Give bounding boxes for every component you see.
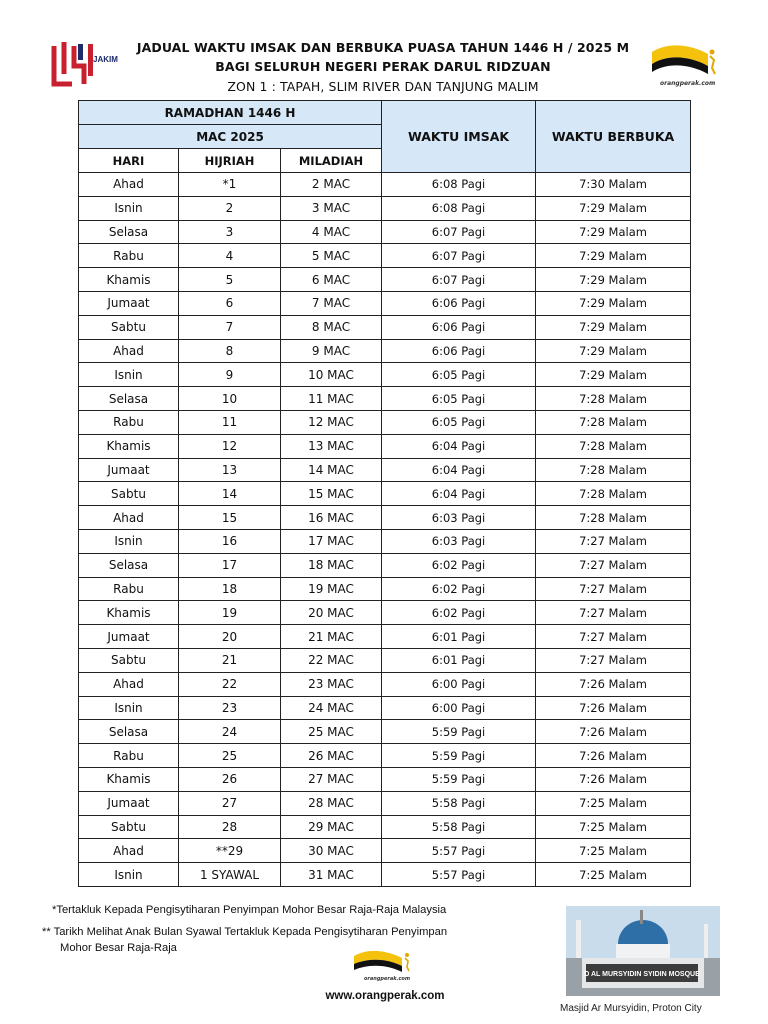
- berbuka-cell: 7:26 Malam: [536, 744, 691, 768]
- table-row: [79, 315, 691, 339]
- hijriah-cell: **29: [179, 839, 281, 863]
- miladiah-cell: 27 MAC: [281, 767, 382, 791]
- hari-header: HARI: [79, 149, 179, 173]
- miladiah-cell: 6 MAC: [281, 268, 382, 292]
- table-row: [79, 863, 691, 887]
- month-header: MAC 2025: [79, 125, 382, 149]
- berbuka-cell: 7:29 Malam: [536, 268, 691, 292]
- imsak-cell: 5:58 Pagi: [382, 791, 536, 815]
- berbuka-cell: 7:26 Malam: [536, 696, 691, 720]
- table-row: [79, 196, 691, 220]
- berbuka-cell: 7:29 Malam: [536, 363, 691, 387]
- berbuka-cell: 7:26 Malam: [536, 767, 691, 791]
- miladiah-cell: 9 MAC: [281, 339, 382, 363]
- table-row: [79, 458, 691, 482]
- imsak-cell: 6:04 Pagi: [382, 458, 536, 482]
- day-cell: Rabu: [79, 744, 179, 768]
- hijriah-cell: 16: [179, 529, 281, 553]
- miladiah-cell: 24 MAC: [281, 696, 382, 720]
- berbuka-cell: 7:25 Malam: [536, 791, 691, 815]
- berbuka-cell: 7:27 Malam: [536, 553, 691, 577]
- berbuka-cell: 7:26 Malam: [536, 672, 691, 696]
- day-cell: Ahad: [79, 839, 179, 863]
- day-cell: Sabtu: [79, 815, 179, 839]
- table-row: [79, 410, 691, 434]
- day-cell: Isnin: [79, 696, 179, 720]
- hijriah-cell: 25: [179, 744, 281, 768]
- day-cell: Jumaat: [79, 791, 179, 815]
- imsak-cell: 6:01 Pagi: [382, 648, 536, 672]
- hijriah-cell: 13: [179, 458, 281, 482]
- day-cell: Jumaat: [79, 625, 179, 649]
- hijriah-cell: 7: [179, 315, 281, 339]
- day-cell: Isnin: [79, 863, 179, 887]
- day-cell: Khamis: [79, 434, 179, 458]
- berbuka-cell: 7:28 Malam: [536, 458, 691, 482]
- table-row: [79, 387, 691, 411]
- miladiah-cell: 5 MAC: [281, 244, 382, 268]
- imsak-cell: 6:00 Pagi: [382, 696, 536, 720]
- hijriah-cell: 20: [179, 625, 281, 649]
- day-cell: Khamis: [79, 268, 179, 292]
- day-cell: Sabtu: [79, 648, 179, 672]
- table-row: [79, 744, 691, 768]
- miladiah-cell: 19 MAC: [281, 577, 382, 601]
- imsak-cell: 6:06 Pagi: [382, 291, 536, 315]
- hijriah-cell: 28: [179, 815, 281, 839]
- day-cell: Ahad: [79, 506, 179, 530]
- jakim-logo-label: JAKIM: [93, 55, 118, 64]
- imsak-cell: 6:01 Pagi: [382, 625, 536, 649]
- hijriah-cell: 18: [179, 577, 281, 601]
- table-row: [79, 506, 691, 530]
- miladiah-cell: 10 MAC: [281, 363, 382, 387]
- miladiah-cell: 21 MAC: [281, 625, 382, 649]
- miladiah-cell: 11 MAC: [281, 387, 382, 411]
- table-row: [79, 648, 691, 672]
- berbuka-cell: 7:29 Malam: [536, 291, 691, 315]
- day-cell: Sabtu: [79, 315, 179, 339]
- imsak-cell: 6:07 Pagi: [382, 268, 536, 292]
- miladiah-cell: 25 MAC: [281, 720, 382, 744]
- hijriah-cell: 27: [179, 791, 281, 815]
- miladiah-cell: 30 MAC: [281, 839, 382, 863]
- miladiah-cell: 18 MAC: [281, 553, 382, 577]
- hijriah-cell: 22: [179, 672, 281, 696]
- table-row: [79, 244, 691, 268]
- hijriah-cell: 11: [179, 410, 281, 434]
- miladiah-cell: 14 MAC: [281, 458, 382, 482]
- imsak-cell: 6:05 Pagi: [382, 410, 536, 434]
- imsak-cell: 6:06 Pagi: [382, 315, 536, 339]
- hijriah-cell: 23: [179, 696, 281, 720]
- miladiah-cell: 17 MAC: [281, 529, 382, 553]
- day-cell: Ahad: [79, 672, 179, 696]
- imsak-cell: 5:59 Pagi: [382, 767, 536, 791]
- imsak-cell: 6:04 Pagi: [382, 482, 536, 506]
- footnote-2: ** Tarikh Melihat Anak Bulan Syawal Tertakluk Kepada Pengisytiharan Penyimpan: [42, 926, 448, 938]
- miladiah-cell: 3 MAC: [281, 196, 382, 220]
- imsak-cell: 6:05 Pagi: [382, 363, 536, 387]
- mosque-caption: Masjid Ar Mursyidin, Proton City: [560, 1003, 702, 1014]
- miladiah-cell: 26 MAC: [281, 744, 382, 768]
- hijriah-cell: 5: [179, 268, 281, 292]
- hijriah-cell: 1 SYAWAL: [179, 863, 281, 887]
- imsak-cell: 5:57 Pagi: [382, 863, 536, 887]
- miladiah-cell: 29 MAC: [281, 815, 382, 839]
- hijriah-cell: 8: [179, 339, 281, 363]
- hijriah-cell: 3: [179, 220, 281, 244]
- day-cell: Ahad: [79, 339, 179, 363]
- miladiah-cell: 16 MAC: [281, 506, 382, 530]
- table-row: [79, 839, 691, 863]
- orangperak-footer-logo-label: orangperak.com: [364, 976, 411, 982]
- miladiah-cell: 28 MAC: [281, 791, 382, 815]
- day-cell: Rabu: [79, 410, 179, 434]
- berbuka-cell: 7:28 Malam: [536, 410, 691, 434]
- imsak-cell: 5:59 Pagi: [382, 744, 536, 768]
- berbuka-cell: 7:25 Malam: [536, 839, 691, 863]
- imsak-cell: 6:04 Pagi: [382, 434, 536, 458]
- footnote-1: *Tertakluk Kepada Pengisytiharan Penyimpan Mohor Besar Raja-Raja Malaysia: [52, 904, 447, 916]
- page-subtitle: BAGI SELURUH NEGERI PERAK DARUL RIDZUAN: [215, 59, 551, 74]
- miladiah-cell: 4 MAC: [281, 220, 382, 244]
- berbuka-header: WAKTU BERBUKA: [536, 101, 691, 173]
- table-row: [79, 553, 691, 577]
- miladiah-cell: 7 MAC: [281, 291, 382, 315]
- table-row: [79, 268, 691, 292]
- berbuka-cell: 7:29 Malam: [536, 339, 691, 363]
- berbuka-cell: 7:29 Malam: [536, 244, 691, 268]
- berbuka-cell: 7:28 Malam: [536, 434, 691, 458]
- hijriah-cell: 24: [179, 720, 281, 744]
- ramadhan-header: RAMADHAN 1446 H: [79, 101, 382, 125]
- imsak-cell: 6:02 Pagi: [382, 553, 536, 577]
- berbuka-cell: 7:29 Malam: [536, 196, 691, 220]
- imsak-cell: 6:03 Pagi: [382, 529, 536, 553]
- table-row: [79, 291, 691, 315]
- table-row: [79, 791, 691, 815]
- imsak-cell: 6:08 Pagi: [382, 173, 536, 197]
- miladiah-cell: 12 MAC: [281, 410, 382, 434]
- hijriah-cell: 19: [179, 601, 281, 625]
- zone-label: ZON 1 : TAPAH, SLIM RIVER DAN TANJUNG MALIM: [227, 79, 539, 94]
- hijriah-cell: 14: [179, 482, 281, 506]
- table-row: [79, 672, 691, 696]
- berbuka-cell: 7:25 Malam: [536, 863, 691, 887]
- miladiah-cell: 8 MAC: [281, 315, 382, 339]
- table-row: [79, 815, 691, 839]
- hijriah-cell: 17: [179, 553, 281, 577]
- miladiah-header: MILADIAH: [281, 149, 382, 173]
- table-row: [79, 339, 691, 363]
- imsak-cell: 6:07 Pagi: [382, 220, 536, 244]
- miladiah-cell: 31 MAC: [281, 863, 382, 887]
- table-row: [79, 577, 691, 601]
- day-cell: Isnin: [79, 529, 179, 553]
- day-cell: Rabu: [79, 577, 179, 601]
- page-title: JADUAL WAKTU IMSAK DAN BERBUKA PUASA TAHUN 1446 H / 2025 M: [136, 40, 630, 55]
- miladiah-cell: 20 MAC: [281, 601, 382, 625]
- hijriah-cell: 9: [179, 363, 281, 387]
- table-row: [79, 720, 691, 744]
- berbuka-cell: 7:26 Malam: [536, 720, 691, 744]
- imsak-cell: 6:02 Pagi: [382, 601, 536, 625]
- berbuka-cell: 7:27 Malam: [536, 648, 691, 672]
- day-cell: Khamis: [79, 767, 179, 791]
- table-row: [79, 625, 691, 649]
- table-row: [79, 434, 691, 458]
- berbuka-cell: 7:29 Malam: [536, 315, 691, 339]
- table-row: [79, 696, 691, 720]
- hijriah-cell: 6: [179, 291, 281, 315]
- hijriah-cell: 2: [179, 196, 281, 220]
- hijriah-cell: 4: [179, 244, 281, 268]
- mosque-sign: D AL MURSYIDIN SYIDIN MOSQUE: [584, 971, 700, 978]
- hijriah-cell: 15: [179, 506, 281, 530]
- miladiah-cell: 22 MAC: [281, 648, 382, 672]
- hijriah-header: HIJRIAH: [179, 149, 281, 173]
- miladiah-cell: 15 MAC: [281, 482, 382, 506]
- hijriah-cell: 21: [179, 648, 281, 672]
- hijriah-cell: 12: [179, 434, 281, 458]
- hijriah-cell: *1: [179, 173, 281, 197]
- imsak-cell: 5:59 Pagi: [382, 720, 536, 744]
- jakim-logo: [50, 40, 120, 90]
- imsak-cell: 5:57 Pagi: [382, 839, 536, 863]
- day-cell: Selasa: [79, 220, 179, 244]
- hijriah-cell: 10: [179, 387, 281, 411]
- imsak-header: WAKTU IMSAK: [382, 101, 536, 173]
- table-row: [79, 363, 691, 387]
- mosque-photo: [566, 900, 720, 996]
- berbuka-cell: 7:27 Malam: [536, 529, 691, 553]
- berbuka-cell: 7:28 Malam: [536, 506, 691, 530]
- footnote-2-cont: Mohor Besar Raja-Raja: [60, 942, 177, 954]
- hijriah-cell: 26: [179, 767, 281, 791]
- miladiah-cell: 2 MAC: [281, 173, 382, 197]
- table-row: [79, 767, 691, 791]
- imsak-cell: 6:05 Pagi: [382, 387, 536, 411]
- day-cell: Isnin: [79, 196, 179, 220]
- day-cell: Selasa: [79, 720, 179, 744]
- table-row: [79, 529, 691, 553]
- table-row: [79, 173, 691, 197]
- berbuka-cell: 7:28 Malam: [536, 482, 691, 506]
- day-cell: Jumaat: [79, 291, 179, 315]
- day-cell: Isnin: [79, 363, 179, 387]
- berbuka-cell: 7:25 Malam: [536, 815, 691, 839]
- imsak-cell: 6:00 Pagi: [382, 672, 536, 696]
- berbuka-cell: 7:27 Malam: [536, 601, 691, 625]
- orangperak-logo-label: orangperak.com: [660, 80, 716, 87]
- miladiah-cell: 13 MAC: [281, 434, 382, 458]
- miladiah-cell: 23 MAC: [281, 672, 382, 696]
- day-cell: Selasa: [79, 387, 179, 411]
- table-row: [79, 220, 691, 244]
- website-link[interactable]: www.orangperak.com: [325, 990, 445, 1002]
- berbuka-cell: 7:27 Malam: [536, 625, 691, 649]
- imsak-cell: 6:07 Pagi: [382, 244, 536, 268]
- table-row: [79, 601, 691, 625]
- imsak-cell: 6:03 Pagi: [382, 506, 536, 530]
- schedule-table: [78, 100, 691, 887]
- berbuka-cell: 7:29 Malam: [536, 220, 691, 244]
- day-cell: Jumaat: [79, 458, 179, 482]
- day-cell: Ahad: [79, 173, 179, 197]
- day-cell: Sabtu: [79, 482, 179, 506]
- imsak-cell: 6:06 Pagi: [382, 339, 536, 363]
- day-cell: Selasa: [79, 553, 179, 577]
- berbuka-cell: 7:28 Malam: [536, 387, 691, 411]
- berbuka-cell: 7:27 Malam: [536, 577, 691, 601]
- day-cell: Rabu: [79, 244, 179, 268]
- table-row: [79, 482, 691, 506]
- imsak-cell: 6:02 Pagi: [382, 577, 536, 601]
- imsak-cell: 5:58 Pagi: [382, 815, 536, 839]
- imsak-cell: 6:08 Pagi: [382, 196, 536, 220]
- day-cell: Khamis: [79, 601, 179, 625]
- berbuka-cell: 7:30 Malam: [536, 173, 691, 197]
